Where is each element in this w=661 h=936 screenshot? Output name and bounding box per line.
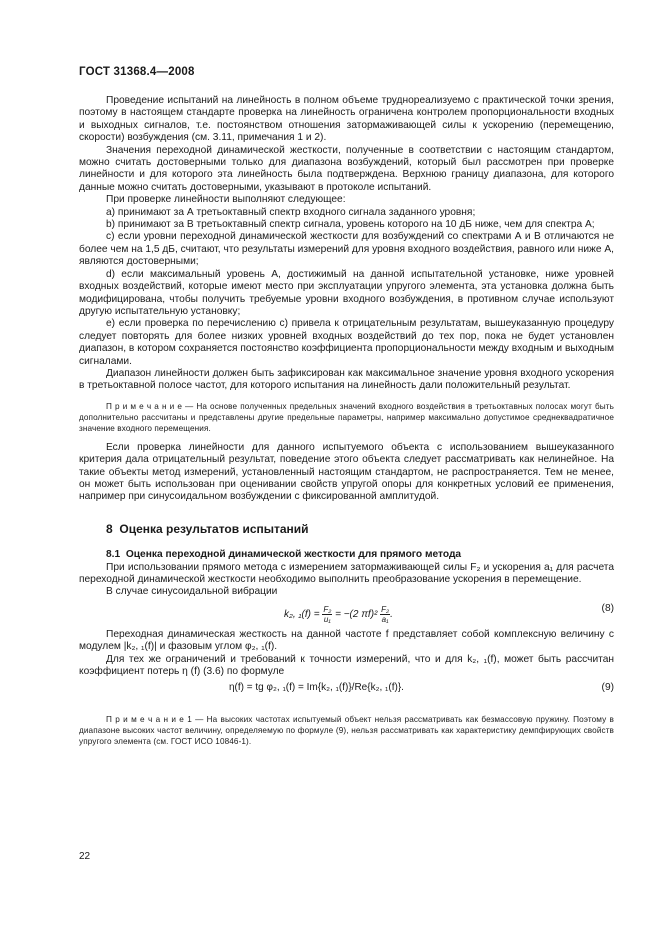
paragraph: При проверке линейности выполняют следующее: xyxy=(106,194,346,206)
page-number: 22 xyxy=(79,851,91,862)
paragraph: Для тех же ограничений и требований к точности измерений, что и для k₂, ₁(f), может быть рассчитан коэффициент потерь η (f) (3.6) по формуле xyxy=(79,653,614,678)
list-item-b: b) принимают за В третьоктавный спектр сигнала, уровень которого на 10 дБ ниже, чем для спектра А; xyxy=(106,219,595,231)
fraction-2-denominator: a₁ xyxy=(381,614,389,624)
paragraph: Если проверка линейности для данного испытуемого объекта с использованием вышеуказанного критерия дала отрицательный результат, поведение этого объекта следует рассматривать как нелинейное. На такие объекты метод измерений, установленный настоящим стандартом, не распространяется. Тем не менее, он может быть использован при оценивании свойств упругой опоры для конкретных условий ее применения, например при синусоидальном возбуждении с фиксированной амплитудой. xyxy=(79,441,614,503)
paragraph: Переходная динамическая жесткость на данной частоте f представляет собой комплексную величину с модулем |k₂, ₁(f)| и фазовым углом φ₂, ₁(f). xyxy=(79,628,614,653)
paragraph: Проведение испытаний на линейность в полном объеме труднореализуемо с практической точки зрения, поэтому в настоящем стандарте проверка на линейность ограничена контролем пропорциональности входных и выходных сигналов, т.е. постоянством отношения затормаживающей силы к ускорению (перемещению, скорости) возбуждения (см. 3.11, примечания 1 и 2). xyxy=(79,95,614,144)
list-item-d: d) если максимальный уровень А, достижимый на данной испытательной установке, ниже уровней входных воздействий, которые имеют место при эксплуатации упругого элемента, эта установка должна быть модифицирована, чтобы получить требуемые уровни входного возбуждения, в противном случае используют другую испытательную установку; xyxy=(79,268,614,317)
note-label: П р и м е ч а н и е xyxy=(106,715,184,725)
section-heading xyxy=(79,523,614,535)
fraction-2 xyxy=(380,605,390,624)
list-item-a: a) принимают за А третьоктавный спектр входного сигнала заданного уровня; xyxy=(106,206,476,218)
note-text: 1 — На высоких частотах испытуемый объект нельзя рассматривать как безмассовую пружину. Поэтому в диапазоне высоких частот величину, определяемую по формуле (9), нельзя рассматривать как характеристику демпфирующих свойств упругого элемента (см. ГОСТ ИСО 10846-1). xyxy=(79,715,614,747)
formula-8 xyxy=(79,599,614,629)
fraction-1 xyxy=(322,605,332,624)
fraction-2-numerator: F₂ xyxy=(381,604,390,614)
formula-8-mid: = −(2 πf)² xyxy=(335,608,378,620)
document-body xyxy=(79,95,614,755)
formula-9 xyxy=(79,678,614,700)
note-label: П р и м е ч а н и е xyxy=(106,401,182,411)
fraction-1-denominator: u₁ xyxy=(323,614,331,624)
paragraph: Значения переходной динамической жесткости, полученные в соответствии с настоящим стандартом, можно считать достоверными только для диапазона возбуждений, который был рассмотрен при проверке линейности и для которого эта линейность была подтверждена. Верхнюю границу диапазона, для которого данные можно считать достоверными, указывают в протоколе испытаний. xyxy=(79,144,614,193)
paragraph: При использовании прямого метода с измерением затормаживающей силы F₂ и ускорения a₁ для расчета переходной динамической жесткости необходимо выполнить преобразование ускорения в перемещение. xyxy=(79,561,614,585)
note-1 xyxy=(79,401,614,434)
section-title: Оценка результатов испытаний xyxy=(119,521,309,536)
note-2 xyxy=(79,714,614,747)
list-item-c: c) если уровни переходной динамической жесткости для возбуждений со спектрами А и В отличаются не более чем на 1,5 дБ, считают, что результаты измерений для уровня входного воздействия, равного или ниже А, являются достоверными; xyxy=(79,231,614,268)
section-number: 8 xyxy=(106,521,113,536)
subsection-heading xyxy=(79,549,614,561)
formula-8-expression xyxy=(284,605,393,624)
formula-9-number: (9) xyxy=(601,682,614,694)
paragraph: В случае синусоидальной вибрации xyxy=(106,586,278,598)
formula-8-end: . xyxy=(390,608,393,620)
formula-8-lhs: k₂, ₁(f) = xyxy=(284,608,320,620)
note-text: — На основе полученных предельных значений входного воздействия в третьоктавных полосах могут быть дополнительно рассчитаны и представлены другие предельные параметры, например максимально допустимое среднеквадратичное значение входного перемещения. xyxy=(79,401,614,433)
fraction-1-numerator: F₂ xyxy=(323,604,332,614)
formula-8-number: (8) xyxy=(601,602,614,614)
document-header: ГОСТ 31368.4—2008 xyxy=(79,66,195,78)
formula-9-expression: η(f) = tg φ₂, ₁(f) = Im{k₂, ₁(f)}/Re{k₂, ₁(f)}. xyxy=(229,682,404,694)
list-item-e: e) если проверка по перечислению c) привела к отрицательным результатам, вышеуказанную процедуру следует повторять для более низких уровней входных воздействий до тех пор, пока не будет установлен диапазон, в котором сохраняется постоянство коэффициента пропорциональности между входным и выходным сигналами. xyxy=(79,318,614,367)
subsection-title: Оценка переходной динамической жесткости для прямого метода xyxy=(125,549,462,561)
subsection-number: 8.1 xyxy=(106,549,121,561)
paragraph: Диапазон линейности должен быть зафиксирован как максимальное значение уровня входного ускорения в третьоктавной полосе частот, для которого испытания на линейность дали положительный результат. xyxy=(79,367,614,392)
